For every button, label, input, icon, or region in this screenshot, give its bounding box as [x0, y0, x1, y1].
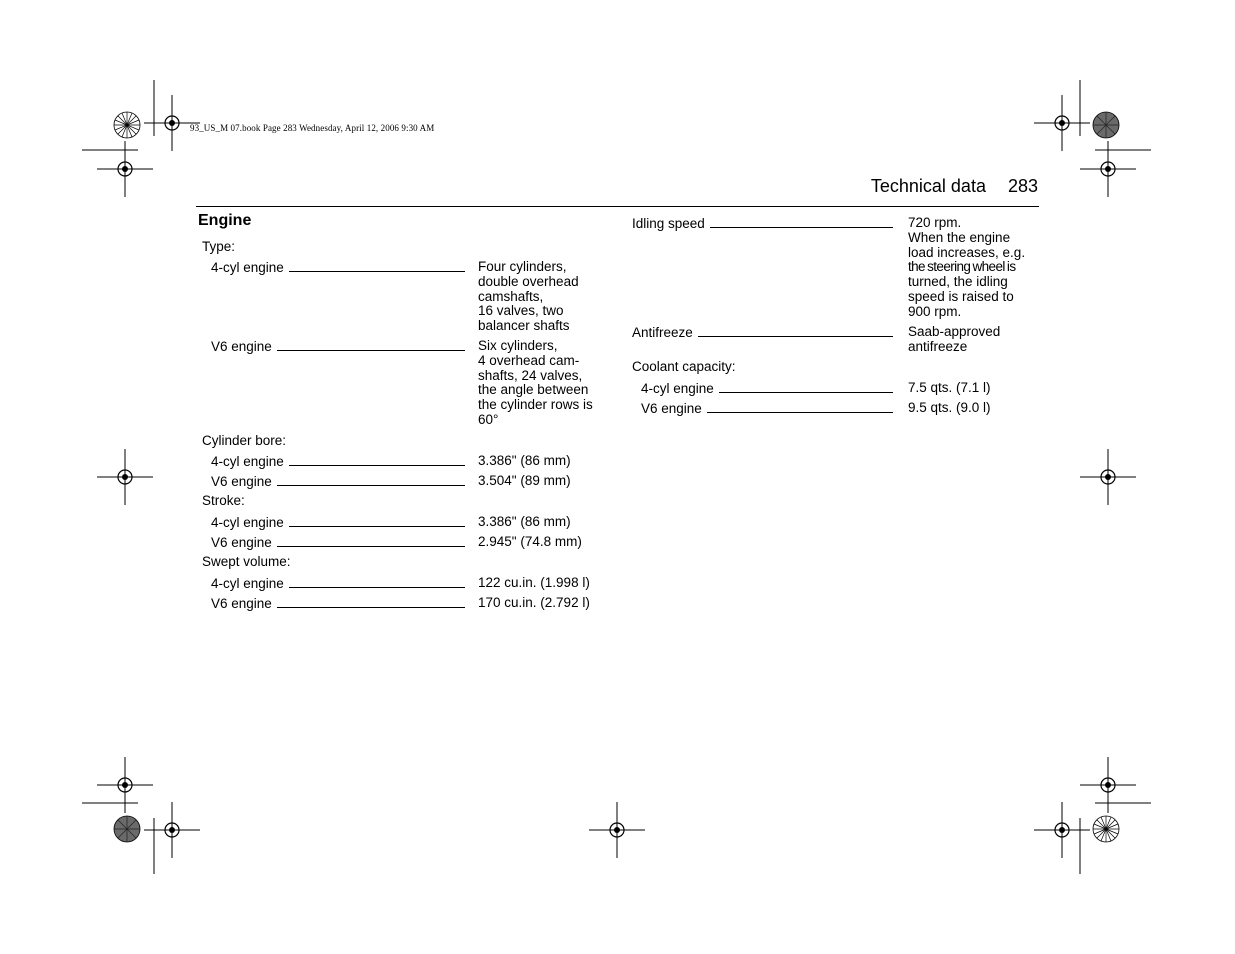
- bore-4cyl-value: 3.386" (86 mm): [478, 453, 571, 468]
- header-title: Technical data: [870, 176, 986, 196]
- leader-line: [289, 576, 465, 588]
- page-header: [700, 176, 1038, 197]
- value-line: antifreeze: [908, 338, 968, 354]
- value-line: balancer shafts: [478, 318, 570, 334]
- swept-heading: Swept volume:: [202, 554, 291, 569]
- coolant-v6-label: [641, 401, 893, 417]
- leader-line: [698, 325, 893, 337]
- value-line: 60°: [478, 411, 499, 427]
- value-line: the cylinder rows is: [478, 397, 593, 413]
- coolant-4cyl-label: [641, 381, 893, 397]
- label-text: 4-cyl engine: [211, 260, 284, 275]
- type-v6-value: [478, 339, 593, 428]
- leader-line: [707, 401, 893, 413]
- value-line: 900 rpm.: [908, 303, 962, 319]
- value-line: 720 rpm.: [908, 215, 962, 230]
- swept-4cyl-value: 122 cu.in. (1.998 l): [478, 575, 590, 590]
- label-text: Idling speed: [632, 216, 705, 231]
- value-line: camshafts,: [478, 288, 544, 304]
- bore-v6-label: [211, 474, 465, 490]
- label-text: 4-cyl engine: [641, 381, 714, 396]
- coolant-heading: Coolant capacity:: [632, 359, 736, 374]
- value-line: Six cylinders,: [478, 338, 558, 353]
- leader-line: [289, 260, 465, 272]
- label-text: 4-cyl engine: [211, 454, 284, 469]
- type-v6-label: [211, 339, 465, 355]
- label-text: V6 engine: [211, 535, 272, 550]
- label-text: 4-cyl engine: [211, 515, 284, 530]
- antifreeze-value: [908, 325, 1000, 355]
- stroke-4cyl-label: [211, 515, 465, 531]
- stroke-v6-label: [211, 535, 465, 551]
- leader-line: [277, 474, 465, 486]
- stroke-v6-value: 2.945" (74.8 mm): [478, 534, 582, 549]
- value-line: When the engine: [908, 229, 1011, 245]
- value-line: 16 valves, two: [478, 303, 564, 319]
- leader-line: [277, 535, 465, 547]
- bore-v6-value: 3.504" (89 mm): [478, 473, 571, 488]
- print-slug: 93_US_M 07.book Page 283 Wednesday, April 12, 2006 9:30 AM: [190, 123, 435, 133]
- value-line: Saab-approved: [908, 324, 1001, 339]
- value-line: shafts, 24 valves,: [478, 367, 583, 383]
- leader-line: [719, 381, 893, 393]
- idle-value: [908, 216, 1025, 320]
- antifreeze-label: [632, 325, 893, 341]
- coolant-4cyl-value: 7.5 qts. (7.1 l): [908, 380, 991, 395]
- leader-line: [277, 596, 465, 608]
- label-text: 4-cyl engine: [211, 576, 284, 591]
- type-4cyl-value: [478, 260, 579, 334]
- value-line: the angle between: [478, 382, 589, 398]
- stroke-4cyl-value: 3.386" (86 mm): [478, 514, 571, 529]
- leader-line: [289, 454, 465, 466]
- leader-line: [710, 216, 893, 228]
- bore-4cyl-label: [211, 454, 465, 470]
- value-line: turned, the idling: [908, 274, 1008, 290]
- label-text: Antifreeze: [632, 325, 693, 340]
- swept-v6-label: [211, 596, 465, 612]
- value-line: speed is raised to: [908, 288, 1014, 304]
- leader-line: [289, 515, 465, 527]
- value-line: load increases, e.g.: [908, 244, 1026, 260]
- label-text: V6 engine: [211, 474, 272, 489]
- page-number: 283: [1007, 176, 1038, 196]
- type-heading: Type:: [202, 239, 236, 254]
- leader-line: [277, 339, 465, 351]
- header-rule: [196, 206, 1039, 207]
- type-4cyl-label: [211, 260, 465, 276]
- value-line: Four cylinders,: [478, 259, 567, 274]
- value-line: the steering wheel is: [908, 259, 1016, 275]
- value-line: 4 overhead cam-: [478, 352, 580, 368]
- swept-4cyl-label: [211, 576, 465, 592]
- swept-v6-value: 170 cu.in. (2.792 l): [478, 595, 590, 610]
- section-title: Engine: [198, 212, 252, 229]
- label-text: V6 engine: [641, 401, 702, 416]
- idle-label: [632, 216, 893, 232]
- bore-heading: Cylinder bore:: [202, 433, 287, 448]
- stroke-heading: Stroke:: [202, 493, 245, 508]
- label-text: V6 engine: [211, 596, 272, 611]
- label-text: V6 engine: [211, 339, 272, 354]
- coolant-v6-value: 9.5 qts. (9.0 l): [908, 400, 991, 415]
- value-line: double overhead: [478, 273, 579, 289]
